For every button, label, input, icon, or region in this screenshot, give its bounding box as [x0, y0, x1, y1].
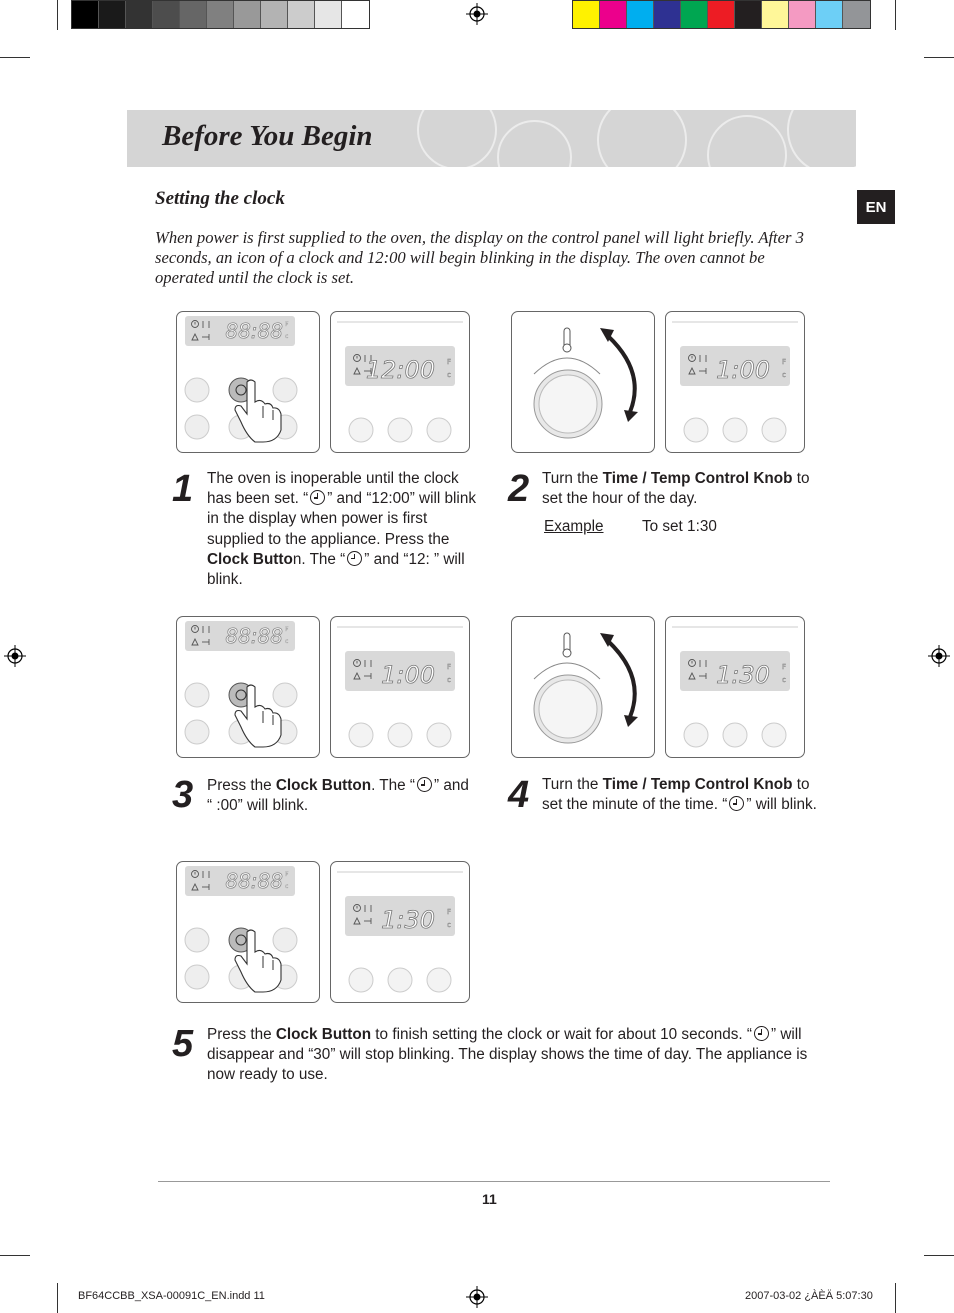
svg-text:c: c [285, 883, 289, 890]
registration-mark-icon [466, 1286, 488, 1308]
gray-color-bar [71, 0, 370, 29]
svg-text:F: F [782, 358, 787, 366]
color-swatch [654, 1, 681, 28]
color-swatch [735, 1, 762, 28]
color-swatch [99, 1, 126, 28]
color-swatch [762, 1, 789, 28]
display-drawing [331, 862, 469, 1002]
svg-text:88:88: 88:88 [225, 319, 283, 343]
color-swatch [342, 1, 369, 28]
color-swatch [681, 1, 708, 28]
color-swatch [789, 1, 816, 28]
color-swatch [627, 1, 654, 28]
buttons-drawing [177, 862, 319, 1002]
color-swatch [573, 1, 600, 28]
display-illustration [665, 311, 805, 453]
display-illustration [665, 616, 805, 758]
control-panel-illustration [176, 861, 320, 1003]
display-drawing [666, 312, 804, 452]
clock-icon [310, 490, 325, 505]
color-swatch [816, 1, 843, 28]
trim-mark [924, 57, 954, 58]
trim-mark [895, 0, 896, 30]
display-illustration [330, 311, 470, 453]
display-drawing [331, 312, 469, 452]
svg-text:1:00: 1:00 [381, 661, 435, 689]
control-panel-illustration [176, 311, 320, 453]
svg-text:c: c [447, 921, 451, 929]
display-drawing [666, 617, 804, 757]
svg-text:1:00: 1:00 [716, 356, 770, 384]
buttons-drawing [177, 617, 319, 757]
section-title: Setting the clock [155, 188, 285, 209]
trim-mark [57, 0, 58, 30]
color-swatch [207, 1, 234, 28]
knob-drawing [512, 312, 654, 452]
step-number: 5 [172, 1023, 194, 1065]
trim-mark [895, 1283, 896, 1313]
page-number: 11 [482, 1191, 497, 1207]
display-illustration [330, 861, 470, 1003]
svg-text:F: F [285, 321, 289, 328]
color-swatch [126, 1, 153, 28]
clock-icon [754, 1026, 769, 1041]
knob-illustration [511, 616, 655, 758]
trim-mark [0, 57, 30, 58]
svg-text:1:30: 1:30 [381, 906, 435, 934]
svg-text:F: F [447, 908, 452, 916]
color-swatch [288, 1, 315, 28]
control-panel-illustration [176, 616, 320, 758]
color-swatch [843, 1, 870, 28]
svg-text:88:88: 88:88 [225, 869, 283, 893]
color-swatch [72, 1, 99, 28]
svg-text:F: F [782, 663, 787, 671]
footer-rule [158, 1181, 830, 1182]
example-label: Example [544, 518, 604, 535]
svg-text:88:88: 88:88 [225, 624, 283, 648]
svg-text:1:30: 1:30 [716, 661, 770, 689]
svg-text:F: F [447, 663, 452, 671]
trim-mark [924, 1255, 954, 1256]
step-number: 4 [508, 774, 530, 816]
step-1-text: The oven is inoperable until the clock has been set. “ ” and “12:00” will blink in the display when power is first supplied to the appliance. Press the Clock Button. The “ ” and “12: ” will blink. [207, 470, 476, 589]
color-swatch [153, 1, 180, 28]
step-number: 1 [172, 468, 194, 510]
svg-text:c: c [447, 371, 451, 379]
language-tab: EN [857, 190, 895, 224]
file-slug: BF64CCBB_XSA-00091C_EN.indd 11 [78, 1290, 265, 1302]
buttons-drawing [177, 312, 319, 452]
svg-text:F: F [447, 358, 452, 366]
color-swatch [261, 1, 288, 28]
svg-text:c: c [782, 676, 786, 684]
color-swatch [600, 1, 627, 28]
svg-text:c: c [782, 371, 786, 379]
registration-mark-icon [4, 645, 26, 667]
clock-icon [729, 796, 744, 811]
step-5-text: Press the Clock Button to finish setting the clock or wait for about 10 seconds. “ ” will disappear and “30” will stop blinking. The display shows the time of day. The appliance is now ready to use. [207, 1026, 808, 1084]
svg-text:12:00: 12:00 [365, 356, 435, 384]
clock-icon [347, 551, 362, 566]
step-4-text: Turn the Time / Temp Control Knob to set the minute of the time. “ ” will blink. [542, 776, 817, 814]
intro-paragraph: When power is first supplied to the oven, the display on the control panel will light briefly. After 3 seconds, an icon of a clock and 12:00 will begin blinking in the display. The oven cannot be operated until the clock is set. [155, 228, 804, 287]
svg-text:F: F [285, 626, 289, 633]
process-color-bar [572, 0, 871, 29]
display-illustration [330, 616, 470, 758]
knob-drawing [512, 617, 654, 757]
page-title: Before You Begin [162, 120, 373, 152]
color-swatch [234, 1, 261, 28]
step-number: 2 [508, 468, 530, 510]
trim-mark [0, 1255, 30, 1256]
color-swatch [315, 1, 342, 28]
display-drawing [331, 617, 469, 757]
step-number: 3 [172, 774, 194, 816]
color-swatch [708, 1, 735, 28]
svg-text:F: F [285, 871, 289, 878]
svg-text:c: c [447, 676, 451, 684]
step-3-text: Press the Clock Button. The “ ” and “ :00” will blink. [207, 777, 469, 815]
svg-text:c: c [285, 333, 289, 340]
trim-mark [57, 1283, 58, 1313]
color-swatch [180, 1, 207, 28]
svg-text:c: c [285, 638, 289, 645]
example-value: To set 1:30 [642, 518, 717, 535]
registration-mark-icon [466, 3, 488, 25]
date-slug: 2007-03-02 ¿ÀÈÄ 5:07:30 [745, 1290, 873, 1302]
step-2-text: Turn the Time / Temp Control Knob to set the hour of the day. [542, 470, 810, 508]
knob-illustration [511, 311, 655, 453]
registration-mark-icon [928, 645, 950, 667]
clock-icon [417, 777, 432, 792]
